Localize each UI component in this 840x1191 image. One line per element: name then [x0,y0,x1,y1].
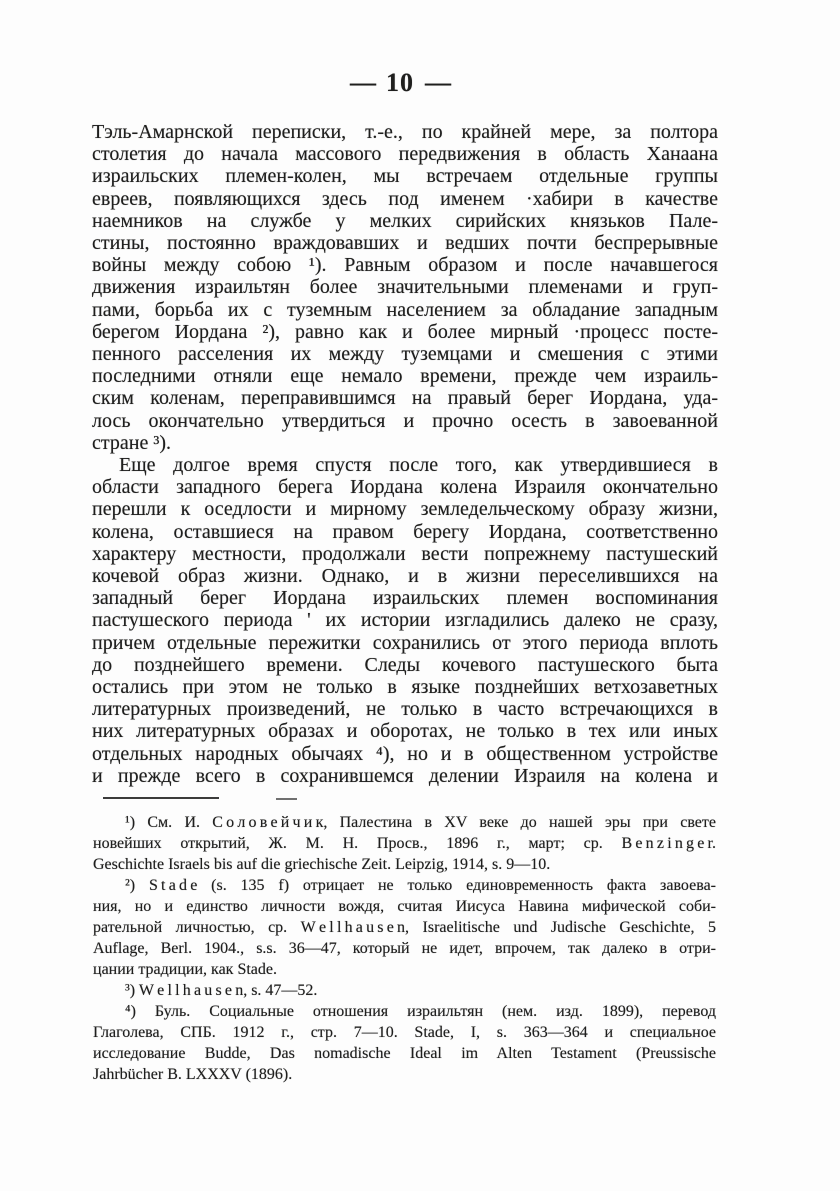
text-line: пенного расселения их между туземцами и смешения с этими [92,343,718,366]
footnote-line: цании традиции, как Stade. [93,961,277,978]
text-line: Тэль-Амарнской переписки, т.-е., по крайней мере, за полтора [92,121,718,143]
text-line: последними отняли еще немало времени, прежде чем израиль- [92,365,718,388]
paragraph [92,121,718,454]
text-line: характеру местности, продолжали вести попрежнему пастушеский [92,542,718,565]
footnote-line: новейших открытий, Ж. М. Н. Просв., 1896 г., март; ср. B e n z i n g e r. [93,835,716,852]
text-line: области западного берега Иордана колена Израиля окончательно [92,476,718,499]
text-line: наемников на службе у мелких сирийских князьков Пале- [92,209,718,232]
text-line: отдельных народных обычаях ⁴), но и в общественном устройстве [92,742,718,765]
footnote-line: Auflage, Berl. 1904., s.s. 36—47, который не идет, впрочем, так далеко в отри- [93,940,716,957]
footnote-line: ³) W e l l h a u s e n, s. 47—52. [125,982,318,999]
footnote [93,875,716,980]
footnotes [93,812,716,1085]
text-line: пами, борьба их с туземным населением за обладание западным [92,298,718,321]
footnote-line: ⁴) Буль. Социальные отношения израильтян (нем. изд. 1899), перевод [125,1003,716,1020]
footnote-line: ния, но и единство личности вождя, считая Иисуса Навина мифической соби- [93,898,716,915]
page-number: 10 [386,68,414,97]
text-line: западный берег Иордана израильских племен воспоминания [92,587,718,610]
footnote [93,812,716,875]
text-line: берегом Иордана ²), равно как и более мирный ·процесс посте- [92,320,718,343]
text-line: кочевой образ жизни. Однако, и в жизни переселившихся на [92,565,718,588]
text-line: них литературных образах и оборотах, не только в тех или иных [92,720,718,743]
text-line: остались при этом не только в языке позднейших ветхозаветных [92,676,718,699]
footnote [93,980,716,1001]
footnote-line: рательной личностью, ср. W e l l h a u s e n, Israelitische und Judische Geschichte, 5 [93,919,716,936]
header-dash-right: — [425,68,450,97]
text-line: колена, оставшиеся на правом берегу Иордана, соответственно [92,520,718,543]
footnote-line: Jahrbücher B. LXXXV (1896). [93,1066,293,1083]
text-line: литературных произведений, не только в часто встречающихся в [92,698,718,721]
text-line: до позднейшего времени. Следы кочевого пастушеского быта [92,653,718,676]
text-line: лось окончательно утвердиться и прочно осесть в завоеванной [92,409,718,432]
text-line: столетия до начала массового передвижения в область Ханаана [92,143,718,166]
text-line: войны между собою ¹). Равным образом и после начавшегося [92,254,718,277]
text-line: евреев, появляющихся здесь под именем ·хабири в качестве [92,187,718,210]
footnote-separator-dash [276,798,297,800]
footnote-line: ²) S t a d e (s. 135 f) отрицает не только единовременность факта завоева- [125,877,716,894]
text-line: стране ³). [92,431,171,454]
footnote-separator [103,797,219,799]
text-line: и прежде всего в сохранившемся делении Израиля на колена и [92,764,718,787]
main-text [92,121,718,787]
footnote [93,1001,716,1085]
text-line: причем отдельные пережитки сохранились от этого периода вплоть [92,631,718,654]
text-line: ским коленам, переправившимся на правый берег Иордана, уда- [92,387,718,410]
header-dash-left: — [350,68,375,97]
footnote-line: Глаголева, СПБ. 1912 г., стр. 7—10. Stade, I, s. 363—364 и специальное [93,1024,716,1041]
footnote-line: ¹) См. И. С о л о в е й ч и к, Палестина в XV веке до нашей эры при свете [125,814,716,831]
paragraph [92,454,718,787]
text-line: израильских племен-колен, мы встречаем отдельные группы [92,165,718,188]
page-header [0,68,800,98]
text-line: движения израильтян более значительными племенами и груп- [92,276,718,299]
footnote-line: Geschichte Israels bis auf die griechische Zeit. Leipzig, 1914, s. 9—10. [93,856,551,873]
text-line: стины, постоянно враждовавших и ведших почти беспрерывные [92,232,718,255]
text-line: Еще долгое время спустя после того, как утвердившиеся в [119,454,718,477]
text-line: перешли к оседлости и мирному земледельческому образу жизни, [92,498,718,521]
footnote-line: исследование Budde, Das nomadische Ideal im Alten Testament (Preussische [93,1045,716,1062]
text-line: пастушеского периода ' их истории изгладились далеко не сразу, [92,609,718,632]
